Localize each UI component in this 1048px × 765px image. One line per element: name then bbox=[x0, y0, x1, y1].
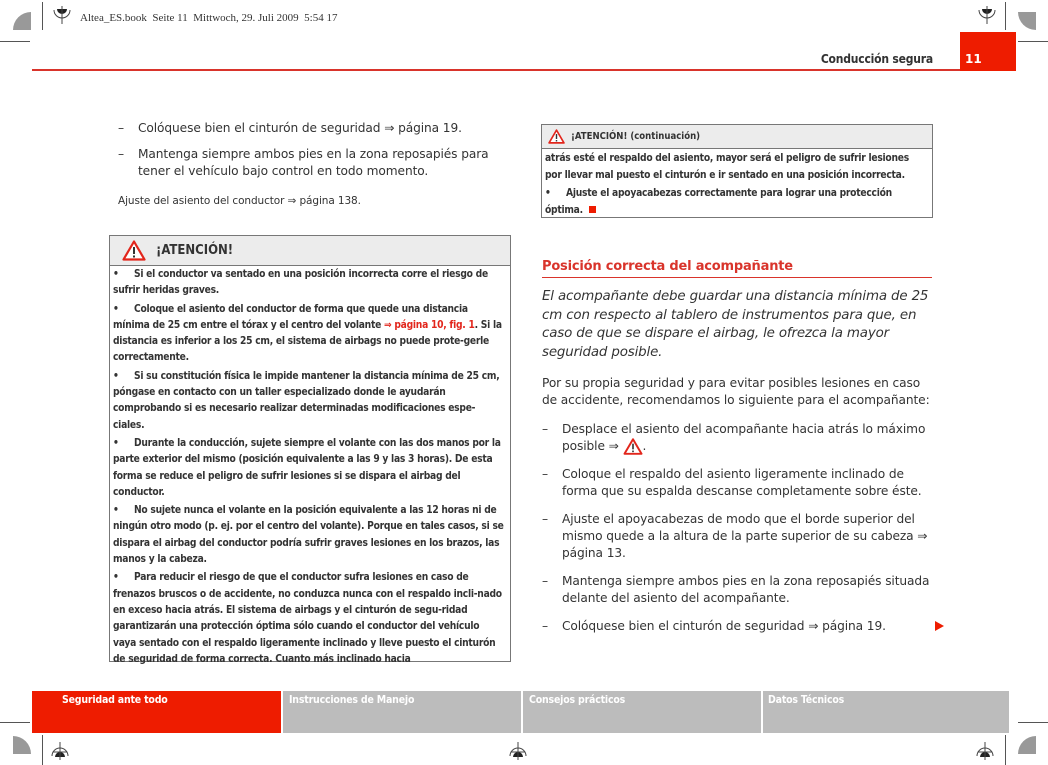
registration-target-icon bbox=[977, 6, 997, 26]
recommendation-list bbox=[542, 421, 942, 646]
warning-header bbox=[542, 125, 932, 149]
crop-mark bbox=[1018, 722, 1048, 723]
list-item: – Colóquese bien el cinturón de seguridad ⇒ página 19. bbox=[118, 121, 462, 135]
section-title: Posición correcta del acompañante bbox=[542, 259, 793, 274]
warning-body bbox=[542, 149, 932, 219]
warning-triangle-icon bbox=[122, 240, 146, 261]
list-item: – Mantenga siempre ambos pies en la zona reposapiés situada delante del asiento del acompañante. bbox=[542, 574, 930, 605]
footer-tab-consejos[interactable]: Consejos prácticos bbox=[523, 691, 761, 733]
crop-mark bbox=[42, 2, 43, 30]
crop-mark bbox=[0, 722, 30, 723]
registration-quarter-mark bbox=[1018, 736, 1036, 754]
footer-nav bbox=[32, 691, 1009, 733]
list-item: – Desplace el asiento del acompañante hacia atrás lo máximo posible ⇒ . bbox=[542, 422, 926, 453]
registration-quarter-mark bbox=[1018, 12, 1036, 30]
list-item-text[interactable]: Colóquese bien el cinturón de seguridad ⇒ página 19. bbox=[138, 121, 462, 135]
registration-quarter-mark bbox=[13, 736, 31, 754]
chapter-title: Conducción segura bbox=[820, 52, 933, 66]
registration-quarter-mark bbox=[13, 12, 31, 30]
crop-mark bbox=[1005, 735, 1006, 765]
warning-paragraph: • No sujete nunca el volante en la posición equivalente a las 12 horas ni de ningún otro modo (p. ej. por el centro del volante). Porque en tales casos, si se dispara el airbag del conductor podría sufrir graves lesiones en los brazos, las manos y la cabeza. bbox=[113, 505, 504, 566]
footer-tab-seguridad[interactable]: Seguridad ante todo bbox=[32, 691, 281, 733]
footer-tab-datos[interactable]: Datos Técnicos bbox=[763, 691, 1009, 733]
list-item-text: Mantenga siempre ambos pies en la zona reposapiés para tener el vehículo bajo control en todo momento. bbox=[138, 147, 489, 178]
list-item: – Mantenga siempre ambos pies en la zona reposapiés para tener el vehículo bajo control en todo momento. bbox=[118, 147, 489, 178]
print-slug-info: Altea_ES.book Seite 11 Mittwoch, 29. Juli 2009 5:54 17 bbox=[80, 12, 338, 24]
warning-reference-icon[interactable] bbox=[623, 438, 643, 455]
warning-box bbox=[109, 235, 511, 665]
warning-triangle-icon bbox=[548, 129, 565, 144]
body-paragraph: Por su propia seguridad y para evitar posibles lesiones en caso de accidente, recomendamos lo siguiente para el acompañante: bbox=[542, 376, 930, 407]
registration-target-icon bbox=[52, 6, 72, 26]
continue-arrow-icon[interactable] bbox=[935, 621, 944, 631]
registration-target-icon bbox=[50, 740, 70, 760]
page-number: 11 bbox=[965, 52, 982, 66]
warning-title: ¡ATENCIÓN! (continuación) bbox=[571, 131, 701, 142]
list-item: – Ajuste el apoyacabezas de modo que el borde superior del mismo quede a la altura de la parte superior de su cabeza ⇒ página 13. bbox=[542, 512, 928, 560]
warning-body bbox=[110, 266, 510, 668]
crop-mark bbox=[1018, 41, 1048, 42]
crop-mark bbox=[0, 41, 30, 42]
end-of-section-marker-icon bbox=[589, 206, 596, 213]
footer-tab-instrucciones[interactable]: Instrucciones de Manejo bbox=[283, 691, 521, 733]
crop-mark bbox=[42, 735, 43, 765]
warning-title: ¡ATENCIÓN! bbox=[156, 243, 234, 258]
warning-paragraph: • Coloque el asiento del conductor de forma que quede una distancia mínima de 25 cm entre el tórax y el centro del volante ⇒ página 10, fig. 1. Si la distancia es inferior a los 25 cm, el sistema de airbags no puede prote-gerle correctamente. bbox=[113, 303, 502, 364]
warning-header bbox=[110, 236, 510, 266]
list-item: – Colóquese bien el cinturón de seguridad ⇒ página 19. bbox=[542, 619, 886, 633]
header-rule bbox=[32, 69, 960, 71]
list-item: – Coloque el respaldo del asiento ligeramente inclinado de forma que su espalda descanse completamente sobre éste. bbox=[542, 467, 922, 498]
registration-target-icon bbox=[975, 740, 995, 760]
warning-paragraph: • Para reducir el riesgo de que el conductor sufra lesiones en caso de frenazos bruscos o de accidente, no conduzca nunca con el respaldo incli-nado en exceso hacia atrás. El sistema de airbags y el cinturón de segu-ridad garantizarán una protección óptima sólo cuando el conductor del vehículo vaya sentado con el respaldo ligeramente inclinado y lleve puesto el cinturón de seguridad de forma correcta. Cuanto más inclinado hacia bbox=[113, 572, 502, 665]
section-rule bbox=[542, 277, 932, 278]
cross-reference-link[interactable]: Ajuste del asiento del conductor ⇒ página 138. bbox=[118, 195, 361, 207]
warning-box-continued bbox=[541, 124, 933, 218]
crop-mark bbox=[1005, 2, 1006, 30]
section-intro: El acompañante debe guardar una distancia mínima de 25 cm con respecto al tablero de instrumentos para que, en caso de que se dispare el airbag, le ofrezca la mayor seguridad posible. bbox=[542, 289, 929, 360]
warning-paragraph: • Durante la conducción, sujete siempre el volante con las dos manos por la parte exterior del mismo (posición equivalente a las 9 y las 3 horas). De esta forma se reduce el peligro de sufrir lesiones si se dispara el airbag del conductor. bbox=[113, 437, 501, 498]
warning-paragraph: • Ajuste el apoyacabezas correctamente para lograr una protección óptima. bbox=[545, 188, 892, 216]
warning-paragraph: • Si el conductor va sentado en una posición incorrecta corre el riesgo de sufrir heridas graves. bbox=[113, 269, 488, 297]
registration-target-icon bbox=[508, 740, 528, 760]
warning-paragraph: • Si su constitución física le impide mantener la distancia mínima de 25 cm, póngase en contacto con un taller especializado donde le ayudarán comprobando si es necesario realizar determinadas modificaciones espe-ciales. bbox=[113, 370, 500, 431]
left-column bbox=[118, 120, 510, 207]
page-reference-link[interactable]: ⇒ página 10, fig. 1 bbox=[383, 319, 475, 331]
warning-paragraph: atrás esté el respaldo del asiento, mayor será el peligro de sufrir lesiones por llevar mal puesto el cinturón e ir sentado en una posición incorrecta. bbox=[545, 153, 909, 181]
